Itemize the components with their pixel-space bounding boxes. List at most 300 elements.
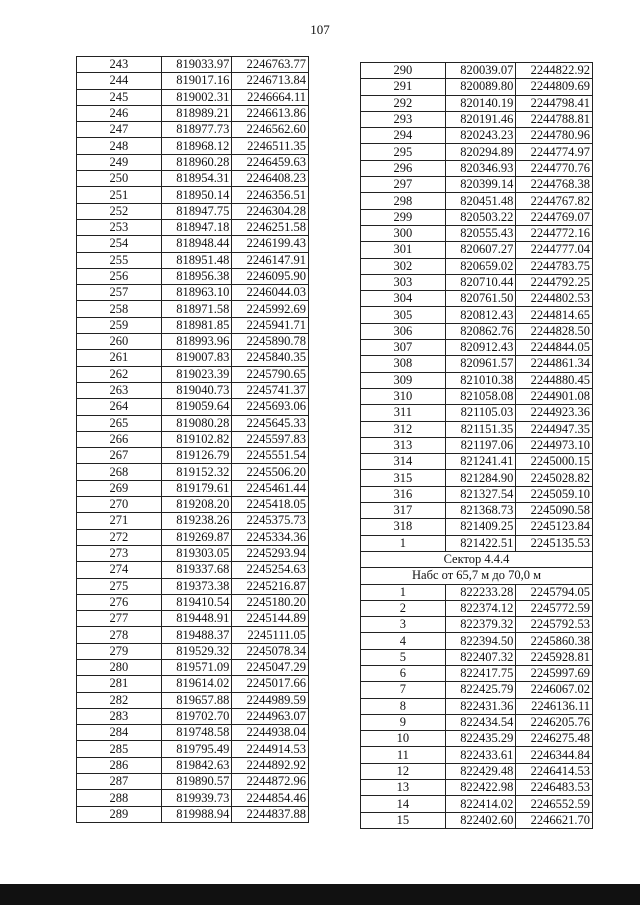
y-coordinate-cell: 2245180.20: [232, 594, 309, 610]
table-row: [77, 301, 309, 317]
point-number-cell: 297: [361, 177, 446, 193]
table-row: [361, 274, 593, 290]
x-coordinate-cell: 819702.70: [161, 708, 232, 724]
x-coordinate-cell: 818968.12: [161, 138, 232, 154]
point-number-cell: 318: [361, 519, 446, 535]
table-row: [361, 79, 593, 95]
point-number-cell: 272: [77, 529, 162, 545]
y-coordinate-cell: 2245028.82: [516, 470, 593, 486]
x-coordinate-cell: 818947.75: [161, 203, 232, 219]
y-coordinate-cell: 2245418.05: [232, 497, 309, 513]
point-number-cell: 258: [77, 301, 162, 317]
point-number-cell: 255: [77, 252, 162, 268]
x-coordinate-cell: 822417.75: [445, 665, 516, 681]
x-coordinate-cell: 822433.61: [445, 747, 516, 763]
y-coordinate-cell: 2245551.54: [232, 448, 309, 464]
table-row: [361, 535, 593, 551]
point-number-cell: 281: [77, 676, 162, 692]
table-row: [77, 806, 309, 822]
x-coordinate-cell: 820912.43: [445, 340, 516, 356]
y-coordinate-cell: 2244774.97: [516, 144, 593, 160]
x-coordinate-cell: 820812.43: [445, 307, 516, 323]
point-number-cell: 288: [77, 790, 162, 806]
x-coordinate-cell: 822435.29: [445, 731, 516, 747]
y-coordinate-cell: 2244892.92: [232, 757, 309, 773]
x-coordinate-cell: 819373.38: [161, 578, 232, 594]
point-number-cell: 250: [77, 171, 162, 187]
point-number-cell: 283: [77, 708, 162, 724]
table-row: [361, 242, 593, 258]
x-coordinate-cell: 818954.31: [161, 171, 232, 187]
point-number-cell: 247: [77, 122, 162, 138]
x-coordinate-cell: 818951.48: [161, 252, 232, 268]
point-number-cell: 286: [77, 757, 162, 773]
point-number-cell: 274: [77, 562, 162, 578]
y-coordinate-cell: 2245293.94: [232, 545, 309, 561]
y-coordinate-cell: 2244880.45: [516, 372, 593, 388]
point-number-cell: 312: [361, 421, 446, 437]
y-coordinate-cell: 2244788.81: [516, 111, 593, 127]
table-row: [361, 225, 593, 241]
x-coordinate-cell: 820761.50: [445, 291, 516, 307]
table-row: [77, 790, 309, 806]
table-row: [361, 128, 593, 144]
y-coordinate-cell: 2246552.59: [516, 796, 593, 812]
table-row: [77, 285, 309, 301]
point-number-cell: 289: [77, 806, 162, 822]
table-row: [361, 796, 593, 812]
y-coordinate-cell: 2246408.23: [232, 171, 309, 187]
y-coordinate-cell: 2245941.71: [232, 317, 309, 333]
point-number-cell: 269: [77, 480, 162, 496]
x-coordinate-cell: 818960.28: [161, 154, 232, 170]
point-number-cell: 278: [77, 627, 162, 643]
table-row: [361, 111, 593, 127]
table-row: [77, 317, 309, 333]
y-coordinate-cell: 2245254.63: [232, 562, 309, 578]
point-number-cell: 277: [77, 611, 162, 627]
table-row: [77, 171, 309, 187]
point-number-cell: 296: [361, 160, 446, 176]
x-coordinate-cell: 822402.60: [445, 812, 516, 828]
x-coordinate-cell: 822379.32: [445, 617, 516, 633]
x-coordinate-cell: 819657.88: [161, 692, 232, 708]
table-row: [77, 366, 309, 382]
x-coordinate-cell: 821058.08: [445, 388, 516, 404]
x-coordinate-cell: 818956.38: [161, 268, 232, 284]
x-coordinate-cell: 821105.03: [445, 405, 516, 421]
table-row: [77, 464, 309, 480]
table-row: [361, 747, 593, 763]
x-coordinate-cell: 818947.18: [161, 219, 232, 235]
x-coordinate-cell: 821284.90: [445, 470, 516, 486]
x-coordinate-cell: 821010.38: [445, 372, 516, 388]
y-coordinate-cell: 2245135.53: [516, 535, 593, 551]
x-coordinate-cell: 819448.91: [161, 611, 232, 627]
table-row: [77, 692, 309, 708]
table-row: [77, 138, 309, 154]
x-coordinate-cell: 819023.39: [161, 366, 232, 382]
point-number-cell: 263: [77, 382, 162, 398]
y-coordinate-cell: 2244938.04: [232, 725, 309, 741]
y-coordinate-cell: 2244814.65: [516, 307, 593, 323]
x-coordinate-cell: 818948.44: [161, 236, 232, 252]
y-coordinate-cell: 2245059.10: [516, 486, 593, 502]
point-number-cell: 1: [361, 584, 446, 600]
right-table-body: [361, 63, 593, 829]
x-coordinate-cell: 818963.10: [161, 285, 232, 301]
point-number-cell: 261: [77, 350, 162, 366]
table-row: [77, 89, 309, 105]
point-number-cell: 280: [77, 659, 162, 675]
y-coordinate-cell: 2245017.66: [232, 676, 309, 692]
y-coordinate-cell: 2245860.38: [516, 633, 593, 649]
point-number-cell: 10: [361, 731, 446, 747]
table-row: [77, 219, 309, 235]
coordinates-table-left: [76, 56, 309, 823]
point-number-cell: 294: [361, 128, 446, 144]
table-row: [77, 659, 309, 675]
y-coordinate-cell: 2245794.05: [516, 584, 593, 600]
y-coordinate-cell: 2246511.35: [232, 138, 309, 154]
bottom-scan-border: [0, 884, 640, 905]
y-coordinate-cell: 2245792.53: [516, 617, 593, 633]
point-number-cell: 300: [361, 225, 446, 241]
point-number-cell: 292: [361, 95, 446, 111]
point-number-cell: 6: [361, 665, 446, 681]
y-coordinate-cell: 2244772.16: [516, 225, 593, 241]
x-coordinate-cell: 822431.36: [445, 698, 516, 714]
table-row: [77, 154, 309, 170]
point-number-cell: 260: [77, 334, 162, 350]
x-coordinate-cell: 821368.73: [445, 503, 516, 519]
y-coordinate-cell: 2245090.58: [516, 503, 593, 519]
x-coordinate-cell: 818971.58: [161, 301, 232, 317]
y-coordinate-cell: 2246199.43: [232, 236, 309, 252]
point-number-cell: 13: [361, 780, 446, 796]
y-coordinate-cell: 2244777.04: [516, 242, 593, 258]
point-number-cell: 306: [361, 323, 446, 339]
point-number-cell: 311: [361, 405, 446, 421]
y-coordinate-cell: 2244872.96: [232, 774, 309, 790]
y-coordinate-cell: 2246067.02: [516, 682, 593, 698]
x-coordinate-cell: 819748.58: [161, 725, 232, 741]
point-number-cell: 12: [361, 763, 446, 779]
point-number-cell: 271: [77, 513, 162, 529]
table-row: [77, 415, 309, 431]
x-coordinate-cell: 820243.23: [445, 128, 516, 144]
table-row: [77, 57, 309, 73]
x-coordinate-cell: 821151.35: [445, 421, 516, 437]
table-row: [77, 236, 309, 252]
y-coordinate-cell: 2245693.06: [232, 399, 309, 415]
point-number-cell: 14: [361, 796, 446, 812]
y-coordinate-cell: 2244923.36: [516, 405, 593, 421]
table-row: [361, 617, 593, 633]
point-number-cell: 259: [77, 317, 162, 333]
y-coordinate-cell: 2245461.44: [232, 480, 309, 496]
point-number-cell: 307: [361, 340, 446, 356]
table-row: [77, 708, 309, 724]
x-coordinate-cell: 820089.80: [445, 79, 516, 95]
x-coordinate-cell: 818989.21: [161, 105, 232, 121]
point-number-cell: 252: [77, 203, 162, 219]
point-number-cell: 270: [77, 497, 162, 513]
point-number-cell: 303: [361, 274, 446, 290]
y-coordinate-cell: 2246344.84: [516, 747, 593, 763]
y-coordinate-cell: 2246763.77: [232, 57, 309, 73]
x-coordinate-cell: 819059.64: [161, 399, 232, 415]
y-coordinate-cell: 2246483.53: [516, 780, 593, 796]
point-number-cell: 298: [361, 193, 446, 209]
x-coordinate-cell: 819040.73: [161, 382, 232, 398]
x-coordinate-cell: 820555.43: [445, 225, 516, 241]
table-row: [361, 421, 593, 437]
point-number-cell: 309: [361, 372, 446, 388]
table-row: [361, 470, 593, 486]
y-coordinate-cell: 2244837.88: [232, 806, 309, 822]
x-coordinate-cell: 819269.87: [161, 529, 232, 545]
x-coordinate-cell: 819529.32: [161, 643, 232, 659]
table-row: [77, 513, 309, 529]
left-table-body: [77, 57, 309, 823]
x-coordinate-cell: 819080.28: [161, 415, 232, 431]
x-coordinate-cell: 821409.25: [445, 519, 516, 535]
point-number-cell: 266: [77, 431, 162, 447]
y-coordinate-cell: 2244809.69: [516, 79, 593, 95]
x-coordinate-cell: 819842.63: [161, 757, 232, 773]
point-number-cell: 11: [361, 747, 446, 763]
table-row: [77, 399, 309, 415]
x-coordinate-cell: 819795.49: [161, 741, 232, 757]
y-coordinate-cell: 2245840.35: [232, 350, 309, 366]
table-row: [361, 454, 593, 470]
table-row: [361, 584, 593, 600]
table-row: [361, 291, 593, 307]
x-coordinate-cell: 819939.73: [161, 790, 232, 806]
table-row: [361, 665, 593, 681]
table-row: [77, 480, 309, 496]
point-number-cell: 317: [361, 503, 446, 519]
y-coordinate-cell: 2245216.87: [232, 578, 309, 594]
y-coordinate-cell: 2245334.36: [232, 529, 309, 545]
point-number-cell: 243: [77, 57, 162, 73]
table-row: [77, 757, 309, 773]
y-coordinate-cell: 2245123.84: [516, 519, 593, 535]
table-row: [361, 356, 593, 372]
x-coordinate-cell: 818981.85: [161, 317, 232, 333]
page-number: 107: [310, 22, 330, 37]
point-number-cell: 4: [361, 633, 446, 649]
table-row: [361, 698, 593, 714]
x-coordinate-cell: 822425.79: [445, 682, 516, 698]
point-number-cell: 301: [361, 242, 446, 258]
point-number-cell: 253: [77, 219, 162, 235]
table-row: [361, 682, 593, 698]
y-coordinate-cell: 2246095.90: [232, 268, 309, 284]
y-coordinate-cell: 2246459.63: [232, 154, 309, 170]
y-coordinate-cell: 2244798.41: [516, 95, 593, 111]
table-row: [361, 405, 593, 421]
point-number-cell: 308: [361, 356, 446, 372]
y-coordinate-cell: 2246414.53: [516, 763, 593, 779]
x-coordinate-cell: 822394.50: [445, 633, 516, 649]
x-coordinate-cell: 820607.27: [445, 242, 516, 258]
point-number-cell: 9: [361, 714, 446, 730]
point-number-cell: 246: [77, 105, 162, 121]
x-coordinate-cell: 819126.79: [161, 448, 232, 464]
table-row: [77, 73, 309, 89]
x-coordinate-cell: 821422.51: [445, 535, 516, 551]
table-row: [361, 437, 593, 453]
point-number-cell: 256: [77, 268, 162, 284]
x-coordinate-cell: 820710.44: [445, 274, 516, 290]
y-coordinate-cell: 2246613.86: [232, 105, 309, 121]
point-number-cell: 284: [77, 725, 162, 741]
point-number-cell: 244: [77, 73, 162, 89]
x-coordinate-cell: 822233.28: [445, 584, 516, 600]
point-number-cell: 273: [77, 545, 162, 561]
x-coordinate-cell: 819002.31: [161, 89, 232, 105]
table-row: [361, 731, 593, 747]
x-coordinate-cell: 821327.54: [445, 486, 516, 502]
y-coordinate-cell: 2245111.05: [232, 627, 309, 643]
y-coordinate-cell: 2244768.38: [516, 177, 593, 193]
table-row: [361, 649, 593, 665]
x-coordinate-cell: 818993.96: [161, 334, 232, 350]
table-row: [361, 209, 593, 225]
x-coordinate-cell: 822407.32: [445, 649, 516, 665]
y-coordinate-cell: 2244770.76: [516, 160, 593, 176]
y-coordinate-cell: 2244989.59: [232, 692, 309, 708]
table-row: [77, 497, 309, 513]
sector-subtitle: Набс от 65,7 м до 70,0 м: [361, 568, 593, 584]
x-coordinate-cell: 820191.46: [445, 111, 516, 127]
point-number-cell: 8: [361, 698, 446, 714]
y-coordinate-cell: 2245772.59: [516, 600, 593, 616]
x-coordinate-cell: 821197.06: [445, 437, 516, 453]
y-coordinate-cell: 2246713.84: [232, 73, 309, 89]
y-coordinate-cell: 2245375.73: [232, 513, 309, 529]
x-coordinate-cell: 819208.20: [161, 497, 232, 513]
table-row: [77, 774, 309, 790]
table-row: [361, 307, 593, 323]
y-coordinate-cell: 2246304.28: [232, 203, 309, 219]
x-coordinate-cell: 819303.05: [161, 545, 232, 561]
x-coordinate-cell: 822434.54: [445, 714, 516, 730]
table-row: [361, 503, 593, 519]
y-coordinate-cell: 2245506.20: [232, 464, 309, 480]
y-coordinate-cell: 2246621.70: [516, 812, 593, 828]
table-row: [361, 177, 593, 193]
point-number-cell: 262: [77, 366, 162, 382]
table-row: [77, 203, 309, 219]
table-row: [361, 519, 593, 535]
table-row: [77, 578, 309, 594]
y-coordinate-cell: 2245890.78: [232, 334, 309, 350]
y-coordinate-cell: 2244792.25: [516, 274, 593, 290]
y-coordinate-cell: 2246356.51: [232, 187, 309, 203]
point-number-cell: 290: [361, 63, 446, 79]
x-coordinate-cell: 819179.61: [161, 480, 232, 496]
x-coordinate-cell: 819488.37: [161, 627, 232, 643]
x-coordinate-cell: 820503.22: [445, 209, 516, 225]
y-coordinate-cell: 2246136.11: [516, 698, 593, 714]
table-row: [361, 763, 593, 779]
point-number-cell: 302: [361, 258, 446, 274]
table-row: [77, 725, 309, 741]
x-coordinate-cell: 822414.02: [445, 796, 516, 812]
x-coordinate-cell: 820294.89: [445, 144, 516, 160]
point-number-cell: 313: [361, 437, 446, 453]
point-number-cell: 2: [361, 600, 446, 616]
x-coordinate-cell: 819033.97: [161, 57, 232, 73]
sector-title: Сектор 4.4.4: [361, 551, 593, 567]
point-number-cell: 304: [361, 291, 446, 307]
table-row: [361, 340, 593, 356]
y-coordinate-cell: 2244947.35: [516, 421, 593, 437]
x-coordinate-cell: 819571.09: [161, 659, 232, 675]
point-number-cell: 287: [77, 774, 162, 790]
y-coordinate-cell: 2245000.15: [516, 454, 593, 470]
y-coordinate-cell: 2245144.89: [232, 611, 309, 627]
y-coordinate-cell: 2246205.76: [516, 714, 593, 730]
table-row: [361, 323, 593, 339]
table-row: [77, 382, 309, 398]
table-row: [77, 268, 309, 284]
point-number-cell: 285: [77, 741, 162, 757]
y-coordinate-cell: 2244769.07: [516, 209, 593, 225]
point-number-cell: 264: [77, 399, 162, 415]
point-number-cell: 3: [361, 617, 446, 633]
y-coordinate-cell: 2246664.11: [232, 89, 309, 105]
table-row: [361, 714, 593, 730]
table-row: [77, 594, 309, 610]
point-number-cell: 267: [77, 448, 162, 464]
table-row: [77, 627, 309, 643]
y-coordinate-cell: 2244854.46: [232, 790, 309, 806]
point-number-cell: 245: [77, 89, 162, 105]
point-number-cell: 316: [361, 486, 446, 502]
table-row: [361, 193, 593, 209]
point-number-cell: 1: [361, 535, 446, 551]
y-coordinate-cell: 2244767.82: [516, 193, 593, 209]
y-coordinate-cell: 2246562.60: [232, 122, 309, 138]
table-row: [77, 545, 309, 561]
x-coordinate-cell: 819337.68: [161, 562, 232, 578]
x-coordinate-cell: 819614.02: [161, 676, 232, 692]
point-number-cell: 282: [77, 692, 162, 708]
point-number-cell: 315: [361, 470, 446, 486]
y-coordinate-cell: 2244822.92: [516, 63, 593, 79]
x-coordinate-cell: 822374.12: [445, 600, 516, 616]
point-number-cell: 291: [361, 79, 446, 95]
table-row: [361, 160, 593, 176]
x-coordinate-cell: 822429.48: [445, 763, 516, 779]
y-coordinate-cell: 2244914.53: [232, 741, 309, 757]
y-coordinate-cell: 2245597.83: [232, 431, 309, 447]
table-row: [77, 529, 309, 545]
point-number-cell: 295: [361, 144, 446, 160]
y-coordinate-cell: 2244901.08: [516, 388, 593, 404]
table-row: [77, 431, 309, 447]
x-coordinate-cell: 818977.73: [161, 122, 232, 138]
point-number-cell: 5: [361, 649, 446, 665]
coordinates-table-right: [360, 62, 593, 829]
table-row: [361, 486, 593, 502]
table-row: [77, 562, 309, 578]
y-coordinate-cell: 2246044.03: [232, 285, 309, 301]
